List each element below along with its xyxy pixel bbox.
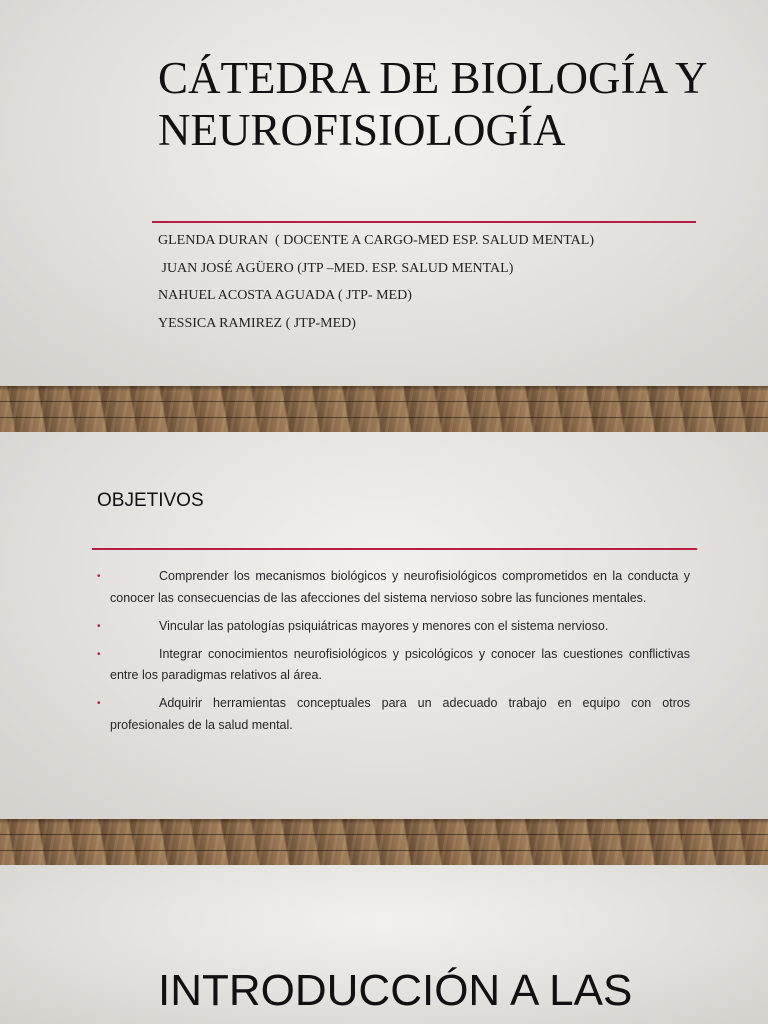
objectives-list bbox=[97, 566, 690, 743]
objectives-slide bbox=[0, 432, 768, 819]
staff-member: GLENDA DURAN ( DOCENTE A CARGO-MED ESP. SALUD MENTAL) bbox=[158, 233, 594, 248]
course-title: CÁTEDRA DE BIOLOGÍA Y NEUROFISIOLOGÍA bbox=[158, 53, 706, 155]
wood-floor-divider bbox=[0, 819, 768, 865]
objective-text: Integrar conocimientos neurofisiológicos y psicológicos y conocer las cuestiones conflictivas entre los paradigmas relativos al área. bbox=[110, 646, 690, 682]
staff-list bbox=[158, 229, 718, 339]
objective-item bbox=[97, 616, 690, 638]
objective-item bbox=[97, 693, 690, 736]
staff-member: NAHUEL ACOSTA AGUADA ( JTP- MED) bbox=[158, 288, 412, 303]
wood-floor-divider bbox=[0, 386, 768, 432]
staff-member: YESSICA RAMIREZ ( JTP-MED) bbox=[158, 315, 356, 331]
objective-text: Comprender los mecanismos biológicos y neurofisiológicos comprometidos en la conducta y conocer las consecuencias de las afecciones del sistema nervioso sobre las funciones mentales. bbox=[110, 569, 690, 605]
introduction-title: INTRODUCCIÓN A LAS bbox=[158, 966, 633, 1015]
objectives-heading: OBJETIVOS bbox=[97, 490, 204, 511]
staff-member: JUAN JOSÉ AGÜERO (JTP –MED. ESP. SALUD MENTAL) bbox=[158, 260, 514, 276]
objective-text: Adquirir herramientas conceptuales para un adecuado trabajo en equipo con otros profesionales de la salud mental. bbox=[110, 696, 690, 732]
objective-text: Vincular las patologías psiquiátricas mayores y menores con el sistema nervioso. bbox=[159, 618, 609, 633]
bullet-icon: • bbox=[97, 648, 101, 660]
objective-item bbox=[97, 566, 690, 609]
objectives-divider bbox=[92, 548, 697, 550]
title-slide bbox=[0, 0, 768, 386]
bullet-icon: • bbox=[97, 620, 101, 632]
title-divider bbox=[152, 221, 696, 223]
bullet-icon: • bbox=[97, 698, 101, 709]
objective-item bbox=[97, 644, 690, 687]
bullet-icon: • bbox=[97, 571, 101, 582]
introduction-slide bbox=[0, 865, 768, 1024]
